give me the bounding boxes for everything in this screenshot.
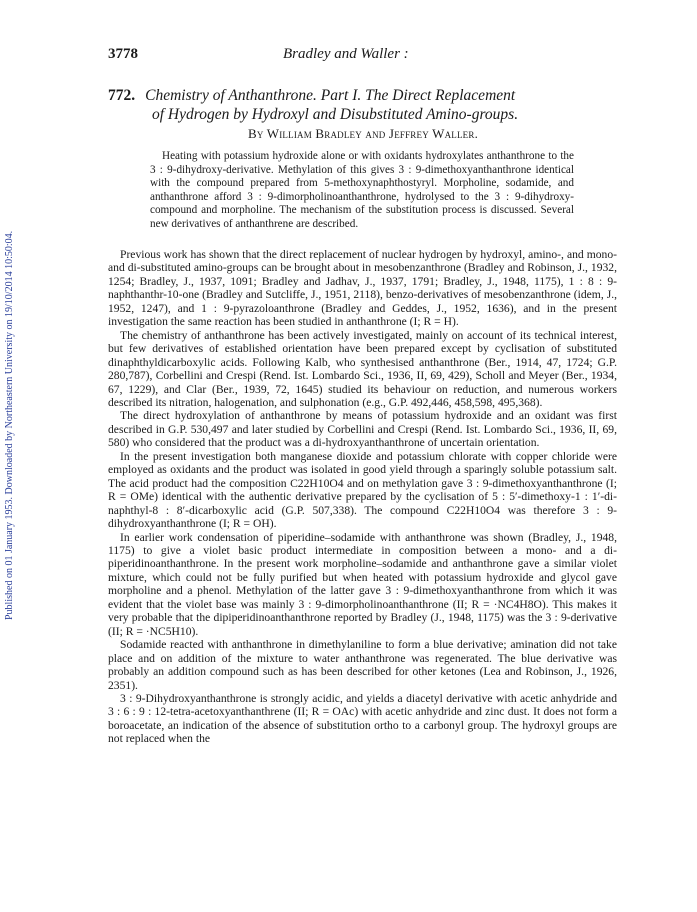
paragraph: The direct hydroxylation of anthanthrone by means of potassium hydroxide and an oxidant was first described in G.P. 530,497 and later studied by Corbellini and Crespi (Rend. Ist. Lombardo Sci., 1936, II, 69, 580) who considered that the product was a di-hydroxyanthanthrone of uncertain orientation.: [108, 409, 617, 450]
download-note: Published on 01 January 1953. Downloaded by Northeastern University on 19/10/2014 10:50:04.: [4, 230, 15, 620]
paragraph: 3 : 9-Dihydroxyanthanthrone is strongly acidic, and yields a diacetyl derivative with acetic anhydride and 3 : 6 : 9 : 12-tetra-acetoxyanthanthrene (II; R = OAc) with acetic anhydride and zinc dust. It does not form a boroacetate, an indication of the absence of substitution ortho to a carbonyl group. The hydroxyl groups are not replaced when the: [108, 691, 617, 746]
paragraph: Previous work has shown that the direct replacement of nuclear hydrogen by hydroxyl, amino-, and mono- and di-substituted amino-groups can be brought about in mesobenzanthrone (Bradley and Robinson, J., 1932, 1254; Bradley, J., 1937, 1091; Bradley and Jadhav, J., 1937, 1791; Bradley, J., 1948, 1175), 1 : 8 : 9-naphthanthr-10-one (Bradley and Sutcliffe, J., 1951, 2118), benzo-derivatives of mesobenzanthrone (idem, J., 1952, 1247), and 1 : 9-pyrazoloanthrone (Bradley and Geddes, J., 1952, 1636), and in the present investigation the same reaction has been studied in anthanthrone (I; R = H).: [108, 248, 617, 329]
abstract: [150, 150, 574, 232]
paragraph: In earlier work condensation of piperidine–sodamide with anthanthrone was shown (Bradley, J., 1948, 1175) to give a violet basic product intermediate in composition between a mono- and a di-piperidinoanthanthrone. In the present work morpholine–sodamide and anthanthrone gave a similar violet mixture, which could not be fully purified but when heated with potassium hydroxide and glycol gave morpholine and a phenol. Methylation of the latter gave 3 : 9-dimethoxyanthanthrone from which it was evident that the violet base was mainly 3 : 9-dimorpholinoanthanthrone (II; R = ·NC4H8O). This makes it very probable that the dipiperidinoanthanthrone reported by Bradley (J., 1948, 1175) was the 3 : 9-derivative (II; R = ·NC5H10).: [108, 530, 617, 638]
byline: By William Bradley and Jeffrey Waller.: [247, 126, 479, 141]
page-number: 3778: [108, 46, 138, 62]
body-text: [108, 248, 617, 746]
running-head: Bradley and Waller :: [283, 46, 409, 62]
abstract-text: Heating with potassium hydroxide alone or with oxidants hydroxylates anthanthrone to the 3 : 9-dihydroxy-derivative. Methylation of this gives 3 : 9-dimethoxyanthanthrone identical with the compound prepared from 5-methoxynaphthostyryl. Morpholine, sodamide, and anthanthrone afford 3 : 9-dimorpholinoanthanthrone, hydrolysed to the 3 : 9-dihydroxy-compound and morpholine. The mechanism of the substitution process is discussed. Several new derivatives of anthanthrene are described.: [150, 150, 574, 230]
paragraph: The chemistry of anthanthrone has been actively investigated, mainly on account of its technical interest, but few derivatives of established orientation have been prepared except by cyclisation of substituted dinaphthyldicarboxylic acids. Following Kalb, who synthesised anthanthrone (Ber., 1914, 47, 1724; G.P. 280,787), Corbellini and Crespi (Rend. Ist. Lombardo Sci., 1936, II, 69, 429), Scholl and Meyer (Ber., 1934, 67, 1229), and Clar (Ber., 1939, 72, 1645) studied its behaviour on reduction, and numerous workers described its nitration, halogenation, and sulphonation (e.g., G.P. 492,446, 458,598, 495,368).: [108, 328, 617, 409]
article-title: [108, 86, 618, 124]
download-watermark: [3, 120, 17, 620]
paragraph: In the present investigation both manganese dioxide and potassium chlorate with copper chloride were employed as oxidants and the product was isolated in good yield through a sparingly soluble potassium salt. The acid product had the composition C22H10O4 and on methylation gave 3 : 9-dimethoxyanthanthrone (I; R = OMe) identical with the authentic derivative prepared by the cyclisation of 5 : 5′-dimethoxy-1 : 1′-di-naphthyl-8 : 8′-dicarboxylic acid (G.P. 507,338). The compound C22H10O4 was therefore 3 : 9-dihydroxyanthanthrone (I; R = OH).: [108, 449, 617, 531]
title-line-1: Chemistry of Anthanthrone. Part I. The Direct Replacement: [145, 87, 516, 104]
page-header: [108, 46, 608, 66]
title-line-2: of Hydrogen by Hydroxyl and Disubstituted Amino-groups.: [152, 106, 519, 123]
article-number: 772.: [108, 87, 136, 104]
paragraph: Sodamide reacted with anthanthrone in dimethylaniline to form a blue derivative; amination did not take place and on addition of the mixture to water anthanthrone was regenerated. The blue derivative was probably an addition compound such as has been described for other ketones (Lea and Robinson, J., 1926, 2351).: [108, 638, 617, 692]
